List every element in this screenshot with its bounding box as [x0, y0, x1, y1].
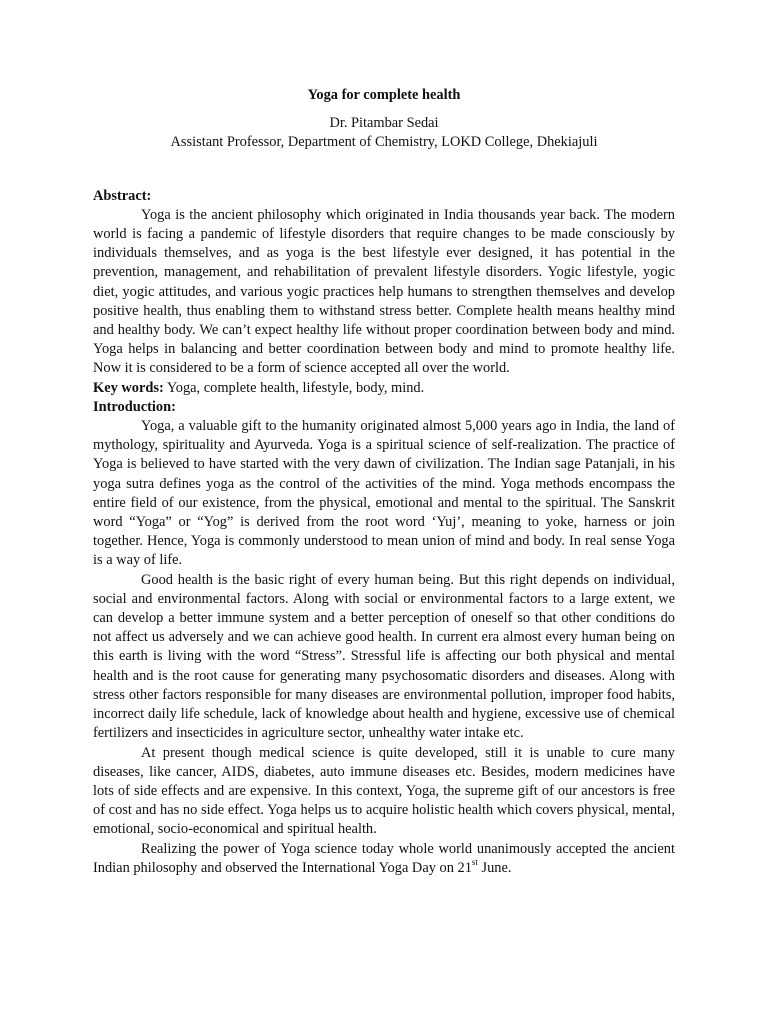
introduction-paragraph-1: Yoga, a valuable gift to the humanity originated almost 5,000 years ago in India, the land of mythology, spirituality and Ayurveda. Yoga is a spiritual science of self-realization. The practice of Yoga is believed to have started with the very dawn of civilization. The Indian sage Patanjali, in his yoga sutra defines yoga as the control of the activities of the mind. Yoga methods encompass the entire field of our existence, from the physical, emotional and mental to the spiritual. The Sanskrit word “Yoga” or “Yog” is derived from the root word ‘Yuj’, meaning to yoke, harness or join together. Hence, Yoga is commonly understood to mean union of mind and body. In real sense Yoga is a way of life.	[93, 418, 675, 569]
abstract-heading: Abstract:	[93, 187, 152, 204]
introduction-heading: Introduction:	[93, 398, 176, 415]
keywords-line	[93, 379, 675, 398]
date-ordinal-superscript: st	[471, 856, 478, 867]
abstract-text: Yoga is the ancient philosophy which originated in India thousands year back. The modern world is facing a pandemic of lifestyle disorders that require changes to be made consciously by individuals themselves, and as yoga is the best lifestyle ever designed, it has potential in the prevention, management, and rehabilitation of prevalent lifestyle disorders. Yogic lifestyle, yogic diet, yogic attitudes, and various yogic practices help humans to strengthen themselves and develop positive health, thus enabling them to withstand stress better. Complete health means healthy mind and healthy body. We can’t expect healthy life without proper coordination between body and mind. Yoga helps in balancing and better coordination between body and mind to promote healthy life. Now it is considered to be a form of science accepted all over the world.	[93, 206, 675, 377]
introduction-paragraph-2: Good health is the basic right of every human being. But this right depends on individual, social and environmental factors. Along with social or environmental factors to a large extent, we can develop a better immune system and a better perception of oneself so that other conditions do not affect us adversely and we can achieve good health. In current era almost every human being on this earth is living with the word “Stress”. Stressful life is affecting our both physical and mental health and is the root cause for generating many psychosomatic disorders and diseases. Along with stress other factors responsible for many diseases are environmental pollution, improper food habits, incorrect daily life schedule, lack of knowledge about health and hygiene, excessive use of chemical fertilizers and insecticides in agriculture sector, unhealthy water intake etc.	[93, 571, 675, 742]
document-title: Yoga for complete health	[307, 87, 461, 103]
document-page	[93, 86, 675, 878]
introduction-paragraph-4-text: Realizing the power of Yoga science today whole world unanimously accepted the ancient Indian philosophy and observed the International Yoga Day on 21	[93, 840, 675, 876]
author-name: Dr. Pitambar Sedai	[329, 115, 439, 132]
section-spacer	[93, 153, 675, 187]
keywords-label: Key words:	[93, 379, 164, 396]
keywords-text: Yoga, complete health, lifestyle, body, mind.	[166, 379, 425, 396]
introduction-paragraph-4-tail: June.	[477, 859, 512, 876]
introduction-paragraph-3: At present though medical science is quite developed, still it is unable to cure many diseases, like cancer, AIDS, diabetes, auto immune diseases etc. Besides, modern medicines have lots of side effects and are expensive. In this context, Yoga, the supreme gift of our ancestors is free of cost and has no side effect. Yoga helps us to acquire holistic health which covers physical, mental, emotional, socio-economical and spiritual health.	[93, 744, 675, 838]
author-affiliation: Assistant Professor, Department of Chemistry, LOKD College, Dhekiajuli	[170, 134, 598, 151]
introduction-paragraph-4	[93, 840, 675, 878]
